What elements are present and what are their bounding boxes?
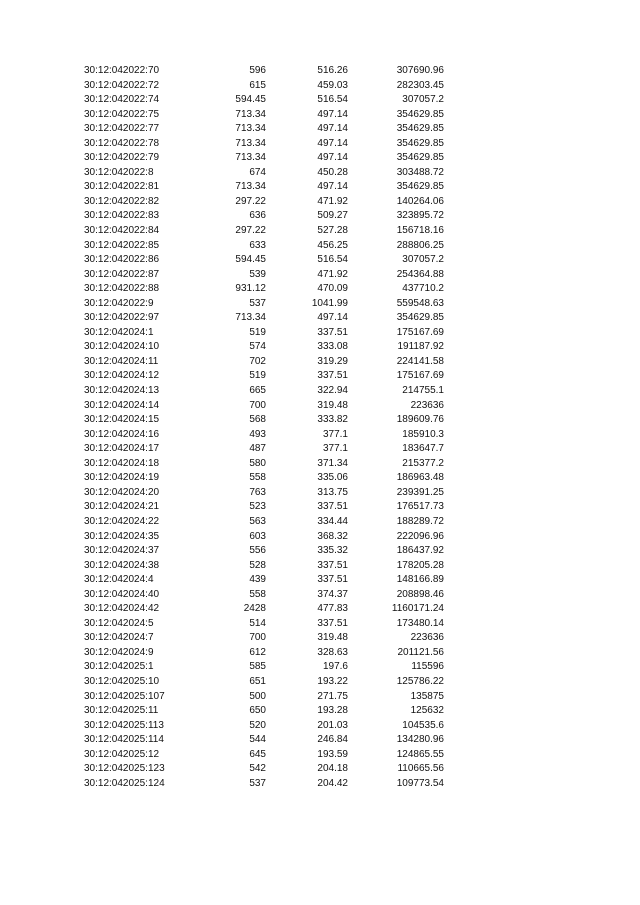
total-cell: 124865.55 (396, 748, 444, 760)
value-b-cell: 459.03 (317, 79, 348, 91)
value-a-cell: 580 (249, 457, 266, 469)
cadastral-number-cell: 30:12:042025:114 (84, 734, 164, 746)
value-b-cell: 509.27 (317, 210, 348, 222)
total-cell: 354629.85 (396, 152, 444, 164)
value-b-cell: 337.51 (317, 559, 348, 571)
value-a-cell: 713.34 (235, 152, 266, 164)
value-b-cell: 271.75 (317, 690, 348, 702)
value-b-cell: 337.51 (317, 326, 348, 338)
table-row (84, 486, 444, 501)
value-b-cell: 368.32 (317, 530, 348, 542)
cadastral-number-cell: 30:12:042024:22 (84, 515, 160, 527)
cadastral-number-cell: 30:12:042022:87 (84, 268, 160, 280)
value-a-cell: 763 (249, 486, 266, 498)
table-row (84, 428, 444, 443)
table-row (84, 588, 444, 603)
total-cell: 201121.56 (397, 646, 444, 658)
value-a-cell: 539 (249, 268, 266, 280)
value-b-cell: 204.42 (317, 777, 348, 789)
total-cell: 189609.76 (396, 414, 444, 426)
table-row (84, 180, 444, 195)
value-a-cell: 519 (249, 326, 266, 338)
value-a-cell: 713.34 (235, 123, 266, 135)
value-b-cell: 377.1 (322, 428, 348, 440)
cadastral-number-cell: 30:12:042024:13 (84, 385, 160, 397)
table-row (84, 311, 444, 326)
total-cell: 307690.96 (396, 65, 444, 76)
table-row (84, 326, 444, 341)
value-a-cell: 700 (249, 399, 266, 411)
cadastral-number-cell: 30:12:042022:82 (84, 195, 160, 207)
cadastral-number-cell: 30:12:042024:9 (84, 646, 154, 658)
table-row (84, 471, 444, 486)
value-b-cell: 516.54 (317, 94, 348, 106)
value-b-cell: 377.1 (322, 443, 348, 455)
value-a-cell: 633 (249, 239, 266, 251)
total-cell: 125632 (410, 705, 444, 717)
cadastral-number-cell: 30:12:042022:86 (84, 254, 160, 266)
value-a-cell: 615 (249, 79, 266, 91)
cadastral-number-cell: 30:12:042024:18 (84, 457, 160, 469)
total-cell: 186437.92 (396, 545, 444, 557)
value-b-cell: 371.34 (317, 457, 348, 469)
value-b-cell: 337.51 (317, 574, 348, 586)
cadastral-number-cell: 30:12:042024:17 (84, 443, 160, 455)
table-row (84, 748, 444, 763)
value-a-cell: 542 (249, 763, 266, 775)
cadastral-number-cell: 30:12:042025:1 (84, 661, 154, 673)
total-cell: 307057.2 (402, 94, 444, 106)
total-cell: 104535.6 (402, 719, 444, 731)
value-a-cell: 493 (249, 428, 266, 440)
total-cell: 354629.85 (396, 108, 444, 120)
total-cell: 239391.25 (396, 486, 444, 498)
total-cell: 254364.88 (396, 268, 444, 280)
table-row (84, 282, 444, 297)
value-a-cell: 713.34 (235, 137, 266, 149)
table-row (84, 399, 444, 414)
total-cell: 175167.69 (396, 370, 444, 382)
table-row (84, 355, 444, 370)
value-b-cell: 516.26 (317, 65, 348, 76)
value-a-cell: 713.34 (235, 181, 266, 193)
value-a-cell: 636 (249, 210, 266, 222)
cadastral-number-cell: 30:12:042022:9 (84, 297, 154, 309)
value-a-cell: 651 (249, 675, 266, 687)
cadastral-number-cell: 30:12:042022:8 (84, 166, 154, 178)
value-a-cell: 702 (249, 355, 266, 367)
cadastral-number-cell: 30:12:042022:85 (84, 239, 160, 251)
cadastral-number-cell: 30:12:042025:107 (84, 690, 165, 702)
cadastral-number-cell: 30:12:042024:16 (84, 428, 160, 440)
total-cell: 140264.06 (396, 195, 444, 207)
table-row (84, 239, 444, 254)
value-a-cell: 528 (249, 559, 266, 571)
value-a-cell: 650 (249, 705, 266, 717)
cadastral-number-cell: 30:12:042024:37 (84, 545, 160, 557)
value-a-cell: 713.34 (235, 108, 266, 120)
value-b-cell: 197.6 (322, 661, 348, 673)
value-b-cell: 497.14 (317, 108, 348, 120)
value-b-cell: 471.92 (317, 268, 348, 280)
table-row (84, 573, 444, 588)
cadastral-number-cell: 30:12:042024:42 (84, 603, 160, 615)
value-b-cell: 201.03 (317, 719, 348, 731)
table-row (84, 224, 444, 239)
value-b-cell: 337.51 (317, 617, 348, 629)
value-a-cell: 568 (249, 414, 266, 426)
total-cell: 303488.72 (396, 166, 444, 178)
value-b-cell: 497.14 (317, 181, 348, 193)
value-a-cell: 596 (249, 65, 266, 76)
total-cell: 125786.22 (396, 675, 444, 687)
value-a-cell: 2428 (243, 603, 266, 615)
cadastral-number-cell: 30:12:042024:21 (84, 501, 160, 513)
value-b-cell: 246.84 (317, 734, 348, 746)
cadastral-number-cell: 30:12:042022:79 (84, 152, 160, 164)
value-b-cell: 319.48 (317, 399, 348, 411)
table-row (84, 719, 444, 734)
value-a-cell: 585 (249, 661, 266, 673)
table-row (84, 195, 444, 210)
cadastral-number-cell: 30:12:042025:10 (84, 675, 160, 687)
value-b-cell: 527.28 (317, 225, 348, 237)
table-row (84, 442, 444, 457)
total-cell: 135875 (410, 690, 444, 702)
cadastral-number-cell: 30:12:042024:15 (84, 414, 160, 426)
table-row (84, 733, 444, 748)
value-a-cell: 612 (249, 646, 266, 658)
table-row (84, 457, 444, 472)
total-cell: 323895.72 (396, 210, 444, 222)
value-a-cell: 544 (249, 734, 266, 746)
total-cell: 307057.2 (402, 254, 444, 266)
cadastral-number-cell: 30:12:042024:35 (84, 530, 160, 542)
total-cell: 282303.45 (396, 79, 444, 91)
value-b-cell: 337.51 (317, 370, 348, 382)
table-row (84, 340, 444, 355)
total-cell: 109773.54 (396, 777, 444, 789)
value-b-cell: 193.28 (317, 705, 348, 717)
total-cell: 188289.72 (396, 515, 444, 527)
cadastral-number-cell: 30:12:042022:78 (84, 137, 160, 149)
total-cell: 354629.85 (396, 312, 444, 324)
value-a-cell: 574 (249, 341, 266, 353)
total-cell: 354629.85 (396, 137, 444, 149)
value-a-cell: 603 (249, 530, 266, 542)
value-a-cell: 558 (249, 472, 266, 484)
cadastral-number-cell: 30:12:042024:5 (84, 617, 154, 629)
table-row (84, 762, 444, 777)
total-cell: 175167.69 (396, 326, 444, 338)
value-a-cell: 520 (249, 719, 266, 731)
total-cell: 214755.1 (402, 385, 444, 397)
cadastral-number-cell: 30:12:042024:38 (84, 559, 160, 571)
total-cell: 354629.85 (396, 123, 444, 135)
total-cell: 1160171.24 (391, 603, 444, 615)
value-b-cell: 193.59 (317, 748, 348, 760)
cadastral-number-cell: 30:12:042024:1 (84, 326, 154, 338)
total-cell: 156718.16 (396, 225, 444, 237)
value-a-cell: 297.22 (235, 195, 266, 207)
cadastral-number-cell: 30:12:042024:11 (84, 355, 159, 367)
table-row (84, 530, 444, 545)
value-b-cell: 497.14 (317, 152, 348, 164)
value-a-cell: 931.12 (235, 283, 266, 295)
table-row (84, 384, 444, 399)
total-cell: 176517.73 (396, 501, 444, 513)
value-b-cell: 450.28 (317, 166, 348, 178)
cadastral-number-cell: 30:12:042024:19 (84, 472, 160, 484)
cadastral-number-cell: 30:12:042025:123 (84, 763, 165, 775)
value-b-cell: 319.48 (317, 632, 348, 644)
value-b-cell: 471.92 (317, 195, 348, 207)
cadastral-number-cell: 30:12:042022:70 (84, 65, 160, 76)
value-b-cell: 335.32 (317, 545, 348, 557)
cadastral-number-cell: 30:12:042025:11 (84, 705, 159, 717)
value-b-cell: 470.09 (317, 283, 348, 295)
cadastral-number-cell: 30:12:042025:124 (84, 777, 165, 789)
total-cell: 288806.25 (396, 239, 444, 251)
value-a-cell: 700 (249, 632, 266, 644)
value-b-cell: 333.82 (317, 414, 348, 426)
table-row (84, 675, 444, 690)
total-cell: 559548.63 (396, 297, 444, 309)
total-cell: 224141.58 (396, 355, 444, 367)
value-b-cell: 374.37 (317, 588, 348, 600)
value-a-cell: 558 (249, 588, 266, 600)
table-row (84, 515, 444, 530)
cadastral-number-cell: 30:12:042024:12 (84, 370, 160, 382)
value-b-cell: 337.51 (317, 501, 348, 513)
table-row (84, 413, 444, 428)
cadastral-number-cell: 30:12:042022:74 (84, 94, 160, 106)
cadastral-number-cell: 30:12:042024:7 (84, 632, 154, 644)
value-a-cell: 500 (249, 690, 266, 702)
value-b-cell: 456.25 (317, 239, 348, 251)
table-row (84, 500, 444, 515)
table-row (84, 93, 444, 108)
value-a-cell: 674 (249, 166, 266, 178)
value-b-cell: 334.44 (317, 515, 348, 527)
table-row (84, 297, 444, 312)
table-row (84, 704, 444, 719)
total-cell: 208898.46 (396, 588, 444, 600)
cadastral-number-cell: 30:12:042022:75 (84, 108, 160, 120)
total-cell: 173480.14 (396, 617, 444, 629)
cadastral-number-cell: 30:12:042024:4 (84, 574, 154, 586)
value-b-cell: 516.54 (317, 254, 348, 266)
value-b-cell: 328.63 (317, 646, 348, 658)
cadastral-number-cell: 30:12:042024:14 (84, 399, 160, 411)
total-cell: 186963.48 (396, 472, 444, 484)
total-cell: 115596 (411, 661, 444, 673)
table-row (84, 660, 444, 675)
total-cell: 185910.3 (402, 428, 444, 440)
value-a-cell: 514 (249, 617, 266, 629)
value-a-cell: 297.22 (235, 225, 266, 237)
total-cell: 222096.96 (396, 530, 444, 542)
value-a-cell: 594.45 (235, 94, 266, 106)
value-b-cell: 319.29 (317, 355, 348, 367)
value-a-cell: 594.45 (235, 254, 266, 266)
value-a-cell: 713.34 (235, 312, 266, 324)
value-b-cell: 335.06 (317, 472, 348, 484)
value-a-cell: 665 (249, 385, 266, 397)
cadastral-number-cell: 30:12:042024:10 (84, 341, 160, 353)
value-a-cell: 537 (249, 297, 266, 309)
table-row (84, 268, 444, 283)
total-cell: 354629.85 (396, 181, 444, 193)
table-row (84, 209, 444, 224)
value-a-cell: 487 (249, 443, 266, 455)
data-table (84, 64, 444, 791)
value-b-cell: 333.08 (317, 341, 348, 353)
cadastral-number-cell: 30:12:042022:84 (84, 225, 160, 237)
value-b-cell: 477.83 (317, 603, 348, 615)
value-b-cell: 193.22 (317, 675, 348, 687)
value-a-cell: 537 (249, 777, 266, 789)
table-row (84, 559, 444, 574)
cadastral-number-cell: 30:12:042024:40 (84, 588, 160, 600)
value-b-cell: 497.14 (317, 312, 348, 324)
cadastral-number-cell: 30:12:042022:88 (84, 283, 160, 295)
value-b-cell: 204.18 (317, 763, 348, 775)
cadastral-number-cell: 30:12:042022:97 (84, 312, 160, 324)
table-row (84, 122, 444, 137)
table-row (84, 151, 444, 166)
total-cell: 134280.96 (396, 734, 444, 746)
table-row (84, 646, 444, 661)
total-cell: 183647.7 (402, 443, 444, 455)
table-row (84, 631, 444, 646)
value-a-cell: 439 (249, 574, 266, 586)
cadastral-number-cell: 30:12:042025:12 (84, 748, 160, 760)
total-cell: 110665.56 (397, 763, 444, 775)
value-b-cell: 313.75 (317, 486, 348, 498)
table-row (84, 544, 444, 559)
table-row (84, 369, 444, 384)
total-cell: 437710.2 (402, 283, 444, 295)
table-row (84, 602, 444, 617)
value-b-cell: 1041.99 (311, 297, 348, 309)
value-a-cell: 645 (249, 748, 266, 760)
cadastral-number-cell: 30:12:042022:72 (84, 79, 160, 91)
value-a-cell: 519 (249, 370, 266, 382)
total-cell: 148166.89 (396, 574, 444, 586)
cadastral-number-cell: 30:12:042022:81 (84, 181, 160, 193)
total-cell: 223636 (410, 399, 444, 411)
table-row (84, 108, 444, 123)
cadastral-number-cell: 30:12:042025:113 (84, 719, 164, 731)
table-row (84, 690, 444, 705)
value-a-cell: 556 (249, 545, 266, 557)
table-row (84, 253, 444, 268)
cadastral-number-cell: 30:12:042024:20 (84, 486, 160, 498)
table-row (84, 64, 444, 79)
total-cell: 215377.2 (402, 457, 444, 469)
cadastral-number-cell: 30:12:042022:77 (84, 123, 160, 135)
total-cell: 223636 (410, 632, 444, 644)
table-row (84, 617, 444, 632)
table-row (84, 79, 444, 94)
value-b-cell: 497.14 (317, 137, 348, 149)
value-b-cell: 497.14 (317, 123, 348, 135)
table-row (84, 137, 444, 152)
table-row (84, 777, 444, 792)
value-b-cell: 322.94 (317, 385, 348, 397)
value-a-cell: 563 (249, 515, 266, 527)
cadastral-number-cell: 30:12:042022:83 (84, 210, 160, 222)
total-cell: 178205.28 (396, 559, 444, 571)
value-a-cell: 523 (249, 501, 266, 513)
total-cell: 191187.92 (397, 341, 444, 353)
table-row (84, 166, 444, 181)
